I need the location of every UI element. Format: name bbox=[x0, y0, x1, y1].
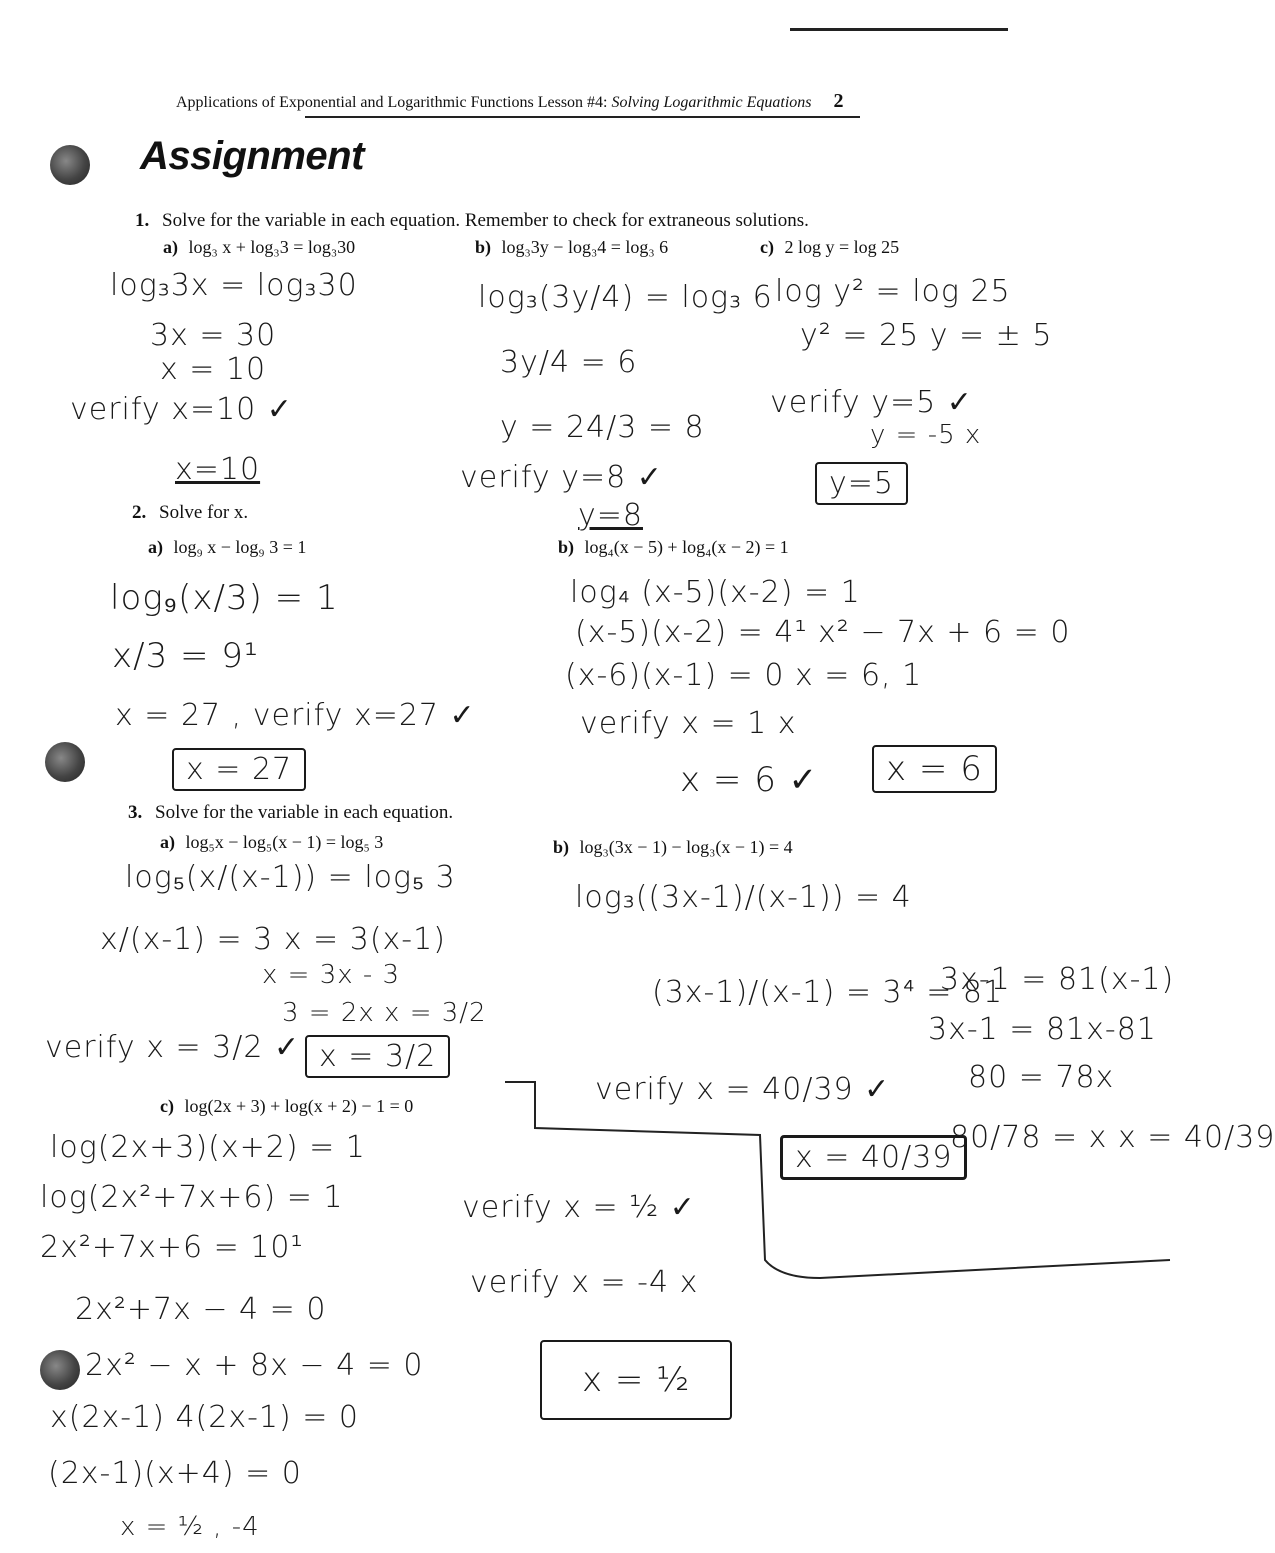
q3b-work-3: 3x-1 = 81(x-1) bbox=[940, 962, 1175, 997]
q2b-eq: log₄(x − 5) + log₄(x − 2) = 1 bbox=[584, 537, 789, 557]
q2a-answer: x = 27 bbox=[172, 748, 306, 791]
q2b-work-4: verify x = 1 x bbox=[580, 706, 797, 741]
q3c-work-8: x = ½ , -4 bbox=[120, 1512, 260, 1542]
q1b-work-3: y = 24/3 = 8 bbox=[500, 410, 705, 445]
q1c-label: c) bbox=[760, 237, 774, 257]
q3c-work-3: 2x²+7x+6 = 10¹ bbox=[40, 1230, 304, 1265]
q3c-work-10: verify x = -4 x bbox=[470, 1265, 699, 1300]
q2b-work-5: x = 6 ✓ bbox=[680, 760, 819, 800]
q2-prompt-text: Solve for x. bbox=[159, 502, 249, 523]
q3b-work-1-text: log₃((3x-1)/(x-1)) = 4 bbox=[575, 880, 912, 915]
q3c-label: c) bbox=[160, 1096, 174, 1116]
q1a-work-3: x = 10 bbox=[160, 352, 267, 387]
q1-prompt-text: Solve for the variable in each equation. Remember to check for extraneous solutions. bbox=[162, 210, 809, 231]
q3b-label: b) bbox=[553, 837, 570, 857]
q3-prompt-text: Solve for the variable in each equation. bbox=[155, 802, 454, 823]
header-italic: Solving Logarithmic Equations bbox=[611, 94, 812, 111]
q3c-eq: log(2x + 3) + log(x + 2) − 1 = 0 bbox=[184, 1096, 414, 1116]
q3c-equation bbox=[160, 1096, 413, 1117]
q3b-work-7: verify x = 40/39 ✓ bbox=[595, 1072, 891, 1107]
q3b-eq: log₃(3x − 1) − log₃(x − 1) = 4 bbox=[579, 837, 793, 857]
q1c-work-4: y = -5 x bbox=[870, 420, 982, 450]
q1b-label: b) bbox=[475, 237, 492, 257]
q3-number: 3. bbox=[128, 802, 143, 823]
q3c-work-4: 2x²+7x − 4 = 0 bbox=[75, 1292, 327, 1327]
q1b-work-1: log₃(3y/4) = log₃ 6 bbox=[478, 280, 773, 315]
q1b-eq: log₃3y − log₃4 = log₃ 6 bbox=[501, 237, 669, 257]
q3c-work-6: x(2x-1) 4(2x-1) = 0 bbox=[50, 1400, 359, 1435]
q2b-answer: x = 6 bbox=[872, 745, 997, 793]
q1c-answer: y=5 bbox=[815, 462, 908, 505]
q1b-answer: y=8 bbox=[578, 498, 643, 533]
q2a-work-3: x = 27 , verify x=27 ✓ bbox=[115, 698, 476, 733]
q2a-label: a) bbox=[148, 537, 163, 557]
q3b-answer: x = 40/39 bbox=[780, 1135, 967, 1180]
q3b-work-5: 80 = 78x bbox=[968, 1060, 1115, 1095]
q2a-work-1: log₉(x/3) = 1 bbox=[110, 578, 339, 618]
q3b-work-6: 80/78 = x x = 40/39 bbox=[950, 1120, 1275, 1155]
q2a-eq: log₉ x − log₉ 3 = 1 bbox=[173, 537, 307, 557]
q2b-work-3: (x-6)(x-1) = 0 x = 6, 1 bbox=[565, 658, 923, 693]
q2b-label: b) bbox=[558, 537, 575, 557]
q1a-eq: log₃ x + log₃3 = log₃30 bbox=[188, 237, 356, 257]
q3a-label: a) bbox=[160, 832, 175, 852]
q2a-work-2: x/3 = 9¹ bbox=[112, 636, 259, 676]
q1a-answer: x=10 bbox=[175, 452, 261, 487]
q1a-label: a) bbox=[163, 237, 178, 257]
q3a-work-5: verify x = 3/2 ✓ bbox=[45, 1030, 301, 1065]
q2b-work-1: log₄ (x-5)(x-2) = 1 bbox=[570, 575, 861, 610]
page-number: 2 bbox=[833, 90, 844, 112]
q1-number: 1. bbox=[135, 210, 150, 231]
q2-number: 2. bbox=[132, 502, 147, 523]
q3c-answer: x = ½ bbox=[540, 1340, 732, 1420]
q3c-work-1: log(2x+3)(x+2) = 1 bbox=[50, 1130, 366, 1165]
q1c-eq: 2 log y = log 25 bbox=[784, 237, 900, 257]
q3a-answer: x = 3/2 bbox=[305, 1035, 450, 1078]
q3c-work-9: verify x = ½ ✓ bbox=[462, 1190, 696, 1225]
q1b-work-4: verify y=8 ✓ bbox=[460, 460, 663, 495]
q3a-work-2: x/(x-1) = 3 x = 3(x-1) bbox=[100, 922, 446, 957]
page-title: Assignment bbox=[140, 134, 364, 178]
q3a-eq: log₅x − log₅(x − 1) = log₅ 3 bbox=[185, 832, 384, 852]
q3b-work-2: (3x-1)/(x-1) = 3⁴ = 81 bbox=[652, 975, 1004, 1010]
q3a-work-4: 3 = 2x x = 3/2 bbox=[282, 998, 487, 1028]
bracket-path bbox=[505, 1082, 1170, 1278]
q3c-work-2: log(2x²+7x+6) = 1 bbox=[40, 1180, 344, 1215]
q3a-work-3: x = 3x - 3 bbox=[262, 960, 401, 990]
q1b-work-2: 3y/4 = 6 bbox=[500, 345, 638, 380]
q1a-work-4: verify x=10 ✓ bbox=[70, 392, 293, 427]
q1c-work-1: log y² = log 25 bbox=[775, 274, 1011, 309]
q1c-work-2: y² = 25 y = ± 5 bbox=[800, 318, 1053, 353]
q1c-work-3: verify y=5 ✓ bbox=[770, 385, 973, 420]
q3a-work-1: log₅(x/(x-1)) = log₅ 3 bbox=[125, 860, 456, 895]
q3c-work-5: 2x² − x + 8x − 4 = 0 bbox=[85, 1348, 424, 1383]
q1a-work-2: 3x = 30 bbox=[150, 318, 277, 353]
header-text: Applications of Exponential and Logarithmic Functions Lesson #4: bbox=[176, 94, 612, 111]
q3c-work-7: (2x-1)(x+4) = 0 bbox=[48, 1456, 302, 1491]
q3b-work-4: 3x-1 = 81x-81 bbox=[928, 1012, 1157, 1047]
q2b-work-2: (x-5)(x-2) = 4¹ x² − 7x + 6 = 0 bbox=[575, 615, 1071, 650]
q1a-work-1: log₃3x = log₃30 bbox=[110, 268, 358, 303]
